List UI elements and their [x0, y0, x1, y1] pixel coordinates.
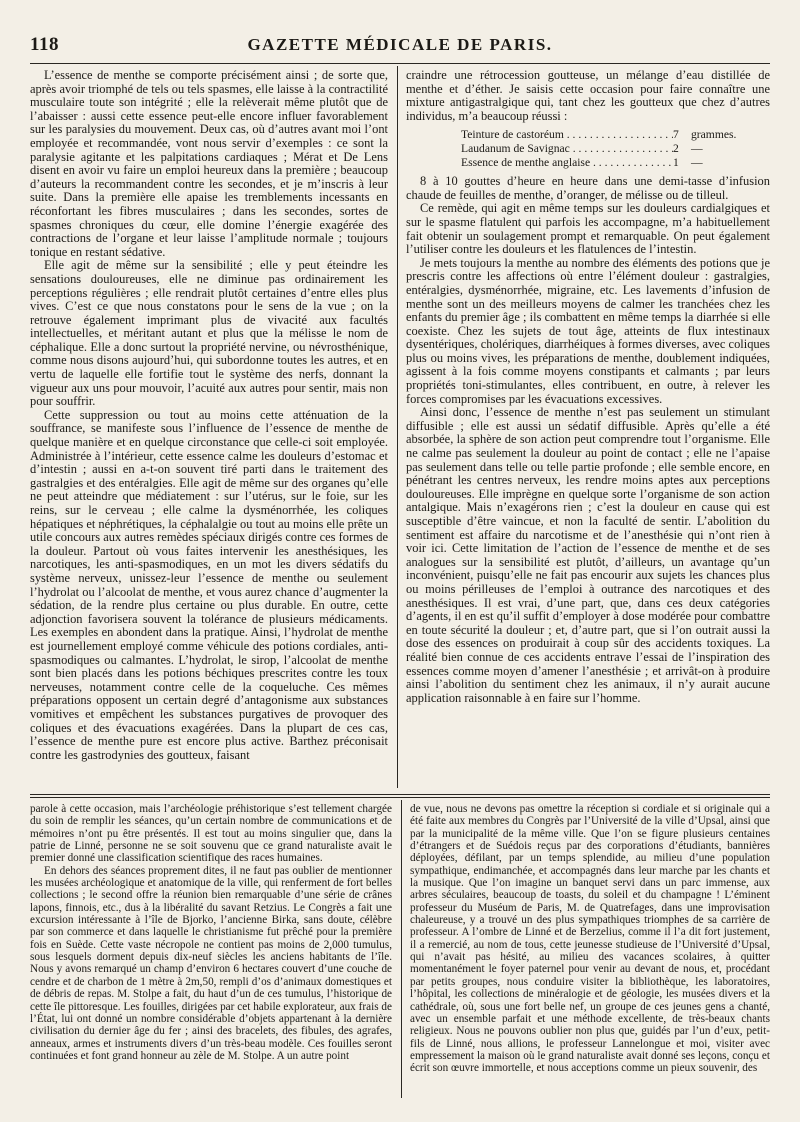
- paragraph: Ce remède, qui agit en même temps sur les douleurs cardialgiques et sur le spasme flatulent qui parfois les accompagne, m’a habituellement fait obtenir un soulagement prompt et remarquable. On peut également l’utiliser contre les douleurs et les flatulences de l’intestin.: [406, 201, 770, 257]
- recipe-quantity: 1: [673, 155, 679, 169]
- recipe-ingredient: Laudanum de Savignac . . .: [406, 142, 673, 156]
- section-rule-double: [30, 797, 770, 798]
- paragraph: Je mets toujours la menthe au nombre des éléments des potions que je prescris contre les affections où entre l’élément douleur : gastralgies, entéralgies, dysménorrhée, migraine, etc. Les lavements d’infusion de menthe sont un des meilleurs moyens de calmer les tranchées chez les enfants du premier âge ; ils combattent en même temps la diarrhée si elle coexiste. Chez les sujets de tout âge, atteints de flux intestinaux dysentériques, cholériques, diarrhéiques à formes diverses, avec coliques plus ou moins vives, les préparations de menthe, doublement indiquées, agissent à la fois comme moyens constipants et calmants ; par leurs propriétés toni-stimulantes, elles contribuent, en outre, à relever les forces compromises par les évacuations excessives.: [406, 255, 770, 406]
- recipe-ingredient: Teinture de castoréum . . .: [406, 128, 673, 142]
- page-number: 118: [30, 34, 59, 55]
- top-right-column: [406, 69, 770, 788]
- bottom-right-column: [410, 803, 770, 1099]
- journal-title: GAZETTE MÉDICALE DE PARIS.: [247, 35, 553, 54]
- paragraph: Ainsi donc, l’essence de menthe n’est pas seulement un stimulant diffusible ; elle est aussi un sédatif diffusible. Après qu’elle a été absorbée, la sphère de son action peut comprendre tout l’organisme. Elle ne calme pas seulement la douleur au point de contact ; elle ne l’apaise pas seulement dans telle ou telle partie profonde ; elle semble encore, en pénétrant les centres nerveux, les rendre moins aptes aux perceptions douloureuses. Elle imprègne en quelque sorte l’organisme de son action antalgique. Mais n’exagérons rien ; c’est la douleur en cause qui est susceptible d’être vaincue, et non la faculté de sentir. L’abolition du sentiment est affaire du narcotisme et de l’anesthésie qui n’ont rien à voir ici. Cette limitation de l’action de l’essence de menthe et de ses analogues sur la sensibilité est plutôt, d’ailleurs, un avantage qu’un inconvénient, puisqu’elle ne fait pas encourir aux sujets les chances plus ou moins périlleuses de l’emploi à outrance des narcotiques et des anesthésiques. Il est vrai, d’une part, que, dans ces deux catégories d’agents, il en est qu’il suffit d’employer à dose modérée pour combattre en toute sécurité la douleur ; et, d’autre part, que si l’on outrait aussi la dose des essences on produirait à coup sûr des accidents toxiques. La réalité bien connue de ces accidents entrave l’essai de l’inspiration des essences comme moyen d’amener l’anesthésie ; et arrivât-on à produire ainsi l’abolition du sentiment chez les animaux, il n’y aurait aucune application raisonnable à en faire sur l’homme.: [406, 405, 770, 705]
- paragraph: Elle agit de même sur la sensibilité ; elle y peut éteindre les sensations douloureuses, elle ne diminue pas ordinairement les perceptions régulières ; elle rendrait plutôt certaines d’entre elles plus vives. C’est ce que nous constatons pour le sens de la vue ; on la retrouve également imprimant plus de vivacité aux facultés intellectuelles, et méritant autant et plus que la mélisse le nom de céphalique. Elle a donc surtout la propriété nervine, ou névrosthénique, comme nous disons aujourd’hui, qui subordonne toutes les autres, et en vertu de laquelle elle fortifie tout le système des nerfs, donnant la vigueur aux uns pour mouvoir, l’acuité aux autres pour sentir, mais non pour souffrir.: [30, 258, 388, 409]
- recipe-row: [406, 128, 770, 142]
- page-header: [30, 34, 770, 60]
- recipe-row: [406, 142, 770, 156]
- paragraph: Cette suppression ou tout au moins cette atténuation de la souffrance, se manifeste sous l’influence de l’essence de menthe de quelque manière et en quelque circonstance que celle-ci soit employée. Administrée à l’intérieur, cette essence calme les douleurs d’estomac et d’intestin ; aussi en a-t-on souvent tiré parti dans le traitement des gastralgies et des entéralgies. Elle agit de même sur des organes qu’elle ne peut atteindre que médiatement : sur l’utérus, sur le foie, sur les reins, sur le cerveau ; elle calme la dysménorrhée, les coliques hépatiques et néphrétiques, la céphalalgie ou tout au moins elle prête un utile concours aux autres remèdes spéciaux dirigés contre ces formes de la douleur. Partout où vous faites intervenir les anesthésiques, les narcotiques, les anti-spasmodiques, en un mot les divers sédatifs du système nerveux, unissez-leur l’essence de menthe ou seulement l’hydrolat ou l’alcoolat de menthe, et vous aurez chance d’augmenter la sédation, de la rendre plus certaine ou plus durable. En outre, cette adjonction favorisera souvent la tolérance de plusieurs médicaments. Les exemples en abondent dans la pratique. Ainsi, l’hydrolat de menthe est journellement employé comme véhicule des potions cordiales, anti-spasmodiques ou calmantes. L’hydrolat, le sirop, l’alcoolat de menthe sont bien placés dans les potions béchiques prescrites contre les toux nerveuses, notamment contre celle de la coqueluche. Ces mêmes préparations opposent un certain degré d’antagonisme aux substances vomitives et empêchent les substances purgatives de provoquer des coliques et des évacuations exagérées. Dans la plupart de ces cas, l’essence de menthe pure est encore plus active. Barthez préconisait contre les gastrodynies des goutteux, faisant: [30, 407, 388, 762]
- paragraph: L’essence de menthe se comporte précisément ainsi ; de sorte que, après avoir triomphé de tels ou tels spasmes, elle laisse à la contractilité musculaire toute son intégrité ; elle la relèverait même plutôt que de l’abaisser : aussi cette essence peut-elle encore influer favorablement sur les paralysies du mouvement. Deux cas, où d’autres avant moi l’ont employée et recommandée, vont nous servir d’exemples : ce sont la paralysie agitante et les palpitations cardiaques ; Mérat et De Lens disent en avoir vu faire un emploi heureux dans la première ; beaucoup d’auteurs la recommandent contre les secondes, et je m’inscris à leur suite. Dans la première elle apaise les tremblements incessants en réconfortant les fibres musculaires ; dans les secondes, sortes de spasmes chroniques du cœur, elle domine l’énergie exagérée des contractions de l’organe et leur laisse l’amplitude normale ; toujours tonique en restant sédative.: [30, 69, 388, 259]
- paragraph: parole à cette occasion, mais l’archéologie préhistorique s’est tellement chargée du soin de remplir les séances, qu’un certain nombre de communications et de mémoires n’ont pu être présentés. Il est tout au moins singulier que, dans la patrie de Linné, personne ne se soit souvenu que ce grand naturaliste avait le premier donné une classification scientifique des races humaines.: [30, 803, 392, 865]
- paragraph: En dehors des séances proprement dites, il ne faut pas oublier de mentionner les musées archéologique et anatomique de la ville, qui renferment de fort belles collections ; le second offre la réunion bien remarquable d’une série de crânes lapons, finnois, etc., dus à la libéralité du savant Retzius. Le Congrès a fait une excursion intéressante à l’île de Bjorko, l’ancienne Birka, sans doute, célèbre par son commerce et dans laquelle le christianisme fut prêché pour la première fois en Suède. Cette vaste nécropole ne contient pas moins de 2,000 tumulus, sous lesquels dorment depuis dix-neuf siècles les anciens habitants de l’île. Nous y avons remarqué un champ d’environ 6 hectares couvert d’une couche de cendre et de charbon de 1 mètre à 2m,50, rempli d’os d’animaux domestiques et de débris de repas. M. Stolpe a fait, du haut d’un de ces tumulus, l’historique de cette île pittoresque. Les fouilles, dirigées par cet habile explorateur, aux frais de l’État, lui ont donné un nombre considérable d’objets appartenant à la dernière civilisation du dernier âge du fer ; ainsi des bracelets, des fibules, des agrafes, anneaux, armes et instruments divers d’un très-beau modèle. Ces fouilles seront continuées et font grand honneur au zèle de M. Stolpe. A un autre point: [30, 864, 392, 1062]
- recipe-unit: grammes.: [691, 128, 737, 142]
- recipe-table: [406, 128, 770, 169]
- recipe-unit: —: [691, 155, 703, 169]
- recipe-row: [406, 156, 770, 170]
- top-left-column: [30, 69, 388, 788]
- header-rule: [30, 63, 770, 64]
- recipe-quantity: 7: [673, 128, 679, 142]
- bottom-column-divider: [401, 800, 402, 1098]
- section-rule: [30, 794, 770, 795]
- top-column-divider: [397, 66, 398, 788]
- recipe-ingredient: Essence de menthe anglaise . . .: [406, 156, 673, 170]
- paragraph: de vue, nous ne devons pas omettre la réception si cordiale et si originale qui a été faite aux membres du Congrès par l’Université de la ville d’Upsal, ainsi que par la municipalité de la même ville. Que l’on se figure plusieurs centaines d’étrangers et de Suédois reçus par des corporations d’étudiants, bannières déployées, défilant, par un temps splendide, au milieu d’une population sympathique, endimanchée, et accompagnés dans leur marche par les chants et la musique. Que l’on imagine un banquet servi dans un parc immense, aux arbres séculaires, beaucoup de toasts, du soleil et du champagne ! L’éminent professeur du Muséum de Paris, M. de Quatrefages, dans une improvisation chaleureuse, y a trouvé un des plus sympathiques triomphes de sa carrière de professeur. A l’ombre de Linné et de Berzelius, comme il l’a dit fort justement, il a remercié, au nom de tous, cette jeunesse studieuse de l’Université d’Upsal, qui n’avait pas hésité, au milieu des vacances scolaires, à quitter momentanément le foyer paternel pour venir au devant de nous, et, procédant par petits groupes, nous conduire visiter la bibliothèque, les laboratoires, l’hôpital, les collections de minéralogie et de géologie, les musées divers et la cathédrale, où, sous une fort belle nef, un groupe de ces jeunes gens a chanté, avec un ensemble parfait et une méthode excellente, de très-beaux chants religieux. Nous ne pouvons oublier non plus que, guidés par l’un d’eux, petit-fils de Linné, nous allions, le professeur Lannelongue et moi, visiter avec empressement la maison où le grand naturaliste avait donné ses leçons, conçu et écrit son œuvre immortelle, et nous acceptions comme un pieux souvenir, des: [410, 803, 770, 1075]
- bottom-left-column: [30, 803, 392, 1099]
- paragraph: 8 à 10 gouttes d’heure en heure dans une demi-tasse d’infusion chaude de feuilles de menthe, d’oranger, de mélisse ou de tilleul.: [406, 174, 770, 202]
- paragraph: craindre une rétrocession goutteuse, un mélange d’eau distillée de menthe et d’éther. Je saisis cette occasion pour faire connaître une mixture antigastralgique qui, tant chez les goutteux que chez d’autres individus, m’a beaucoup réussi :: [406, 69, 770, 123]
- recipe-quantity: 2: [673, 141, 679, 155]
- recipe-unit: —: [691, 141, 703, 155]
